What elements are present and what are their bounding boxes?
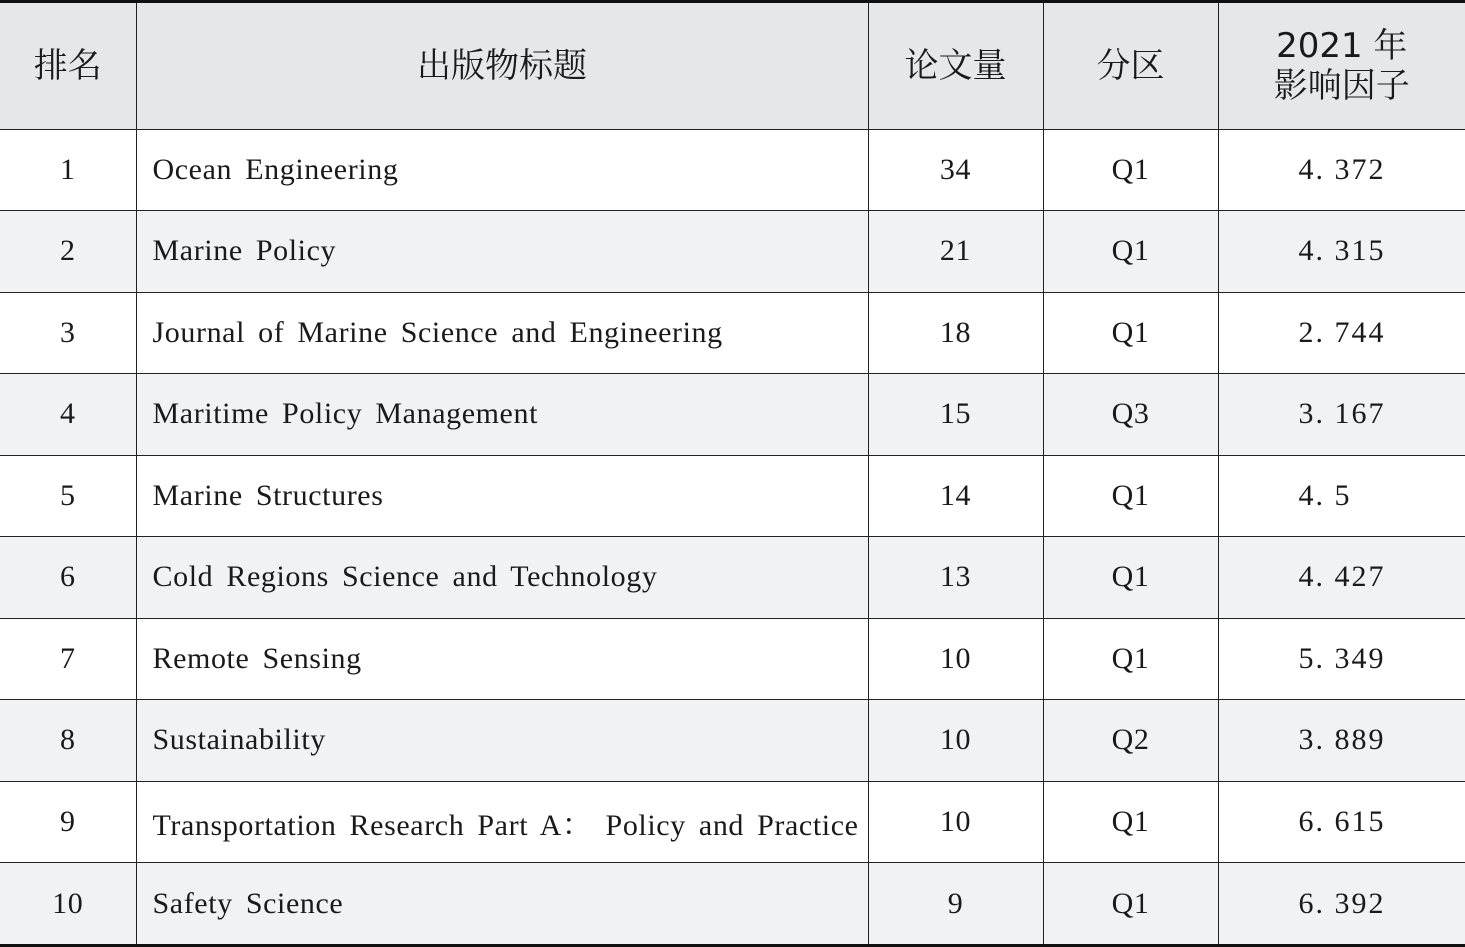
cell-count: 10	[868, 700, 1043, 782]
cell-quartile: Q1	[1043, 455, 1218, 537]
cell-count: 15	[868, 374, 1043, 456]
cell-count: 10	[868, 781, 1043, 863]
cell-title: Cold Regions Science and Technology	[136, 537, 868, 619]
table-row	[0, 211, 1465, 293]
cell-quartile: Q1	[1043, 537, 1218, 619]
cell-quartile: Q1	[1043, 292, 1218, 374]
cell-impact-factor: 4. 5	[1218, 455, 1465, 537]
cell-rank: 6	[0, 537, 136, 619]
table-row	[0, 374, 1465, 456]
table-row	[0, 618, 1465, 700]
cell-rank: 10	[0, 863, 136, 945]
cell-impact-factor: 6. 615	[1218, 781, 1465, 863]
header-count: 论文量	[868, 3, 1043, 129]
cell-count: 13	[868, 537, 1043, 619]
cell-rank: 7	[0, 618, 136, 700]
cell-rank: 2	[0, 211, 136, 293]
table-row	[0, 863, 1465, 945]
cell-impact-factor: 3. 167	[1218, 374, 1465, 456]
cell-quartile: Q1	[1043, 211, 1218, 293]
table	[0, 3, 1465, 944]
cell-title: Marine Structures	[136, 455, 868, 537]
header-impact-factor-label: 影响因子	[1273, 65, 1410, 106]
cell-title: Transportation Research Part A： Policy and Practice	[136, 781, 868, 863]
table-row	[0, 700, 1465, 782]
cell-rank: 8	[0, 700, 136, 782]
table-body	[0, 129, 1465, 944]
cell-count: 34	[868, 129, 1043, 211]
cell-title: Marine Policy	[136, 211, 868, 293]
header-rank: 排名	[0, 3, 136, 129]
cell-title: Sustainability	[136, 700, 868, 782]
cell-title: Maritime Policy Management	[136, 374, 868, 456]
cell-quartile: Q2	[1043, 700, 1218, 782]
cell-quartile: Q1	[1043, 863, 1218, 945]
table-row	[0, 781, 1465, 863]
cell-title: Journal of Marine Science and Engineering	[136, 292, 868, 374]
cell-impact-factor: 5. 349	[1218, 618, 1465, 700]
header-row	[0, 3, 1465, 129]
cell-impact-factor: 4. 427	[1218, 537, 1465, 619]
header-title: 出版物标题	[136, 3, 868, 129]
cell-title: Remote Sensing	[136, 618, 868, 700]
cell-quartile: Q1	[1043, 618, 1218, 700]
header-impact-factor	[1218, 3, 1465, 129]
cell-title: Safety Science	[136, 863, 868, 945]
cell-rank: 9	[0, 781, 136, 863]
table-row	[0, 455, 1465, 537]
table-row	[0, 292, 1465, 374]
cell-impact-factor: 6. 392	[1218, 863, 1465, 945]
cell-impact-factor: 4. 372	[1218, 129, 1465, 211]
cell-count: 9	[868, 863, 1043, 945]
header-quartile: 分区	[1043, 3, 1218, 129]
table-row	[0, 537, 1465, 619]
cell-quartile: Q1	[1043, 781, 1218, 863]
table-header	[0, 3, 1465, 129]
cell-rank: 4	[0, 374, 136, 456]
table-row	[0, 129, 1465, 211]
cell-count: 18	[868, 292, 1043, 374]
header-impact-factor-year: 2021 年	[1276, 25, 1408, 66]
cell-title: Ocean Engineering	[136, 129, 868, 211]
cell-impact-factor: 3. 889	[1218, 700, 1465, 782]
cell-impact-factor: 4. 315	[1218, 211, 1465, 293]
cell-rank: 1	[0, 129, 136, 211]
cell-count: 14	[868, 455, 1043, 537]
cell-rank: 5	[0, 455, 136, 537]
cell-rank: 3	[0, 292, 136, 374]
cell-count: 10	[868, 618, 1043, 700]
cell-impact-factor: 2. 744	[1218, 292, 1465, 374]
cell-count: 21	[868, 211, 1043, 293]
cell-quartile: Q3	[1043, 374, 1218, 456]
cell-quartile: Q1	[1043, 129, 1218, 211]
